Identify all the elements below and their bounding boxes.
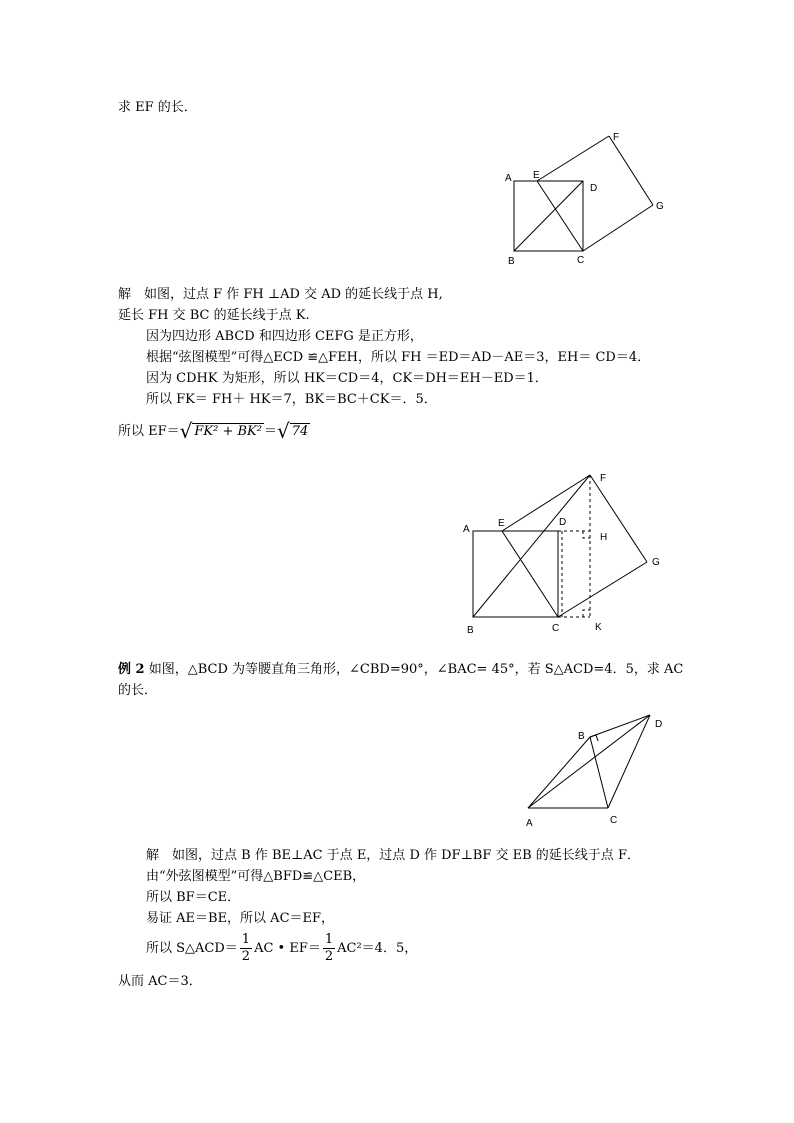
sol2-line-6: 从而 AC＝3． [118,974,202,989]
sqrt-symbol-2: √ [277,419,290,443]
fig2-label-G: G [652,557,660,568]
sol1-line-6: 所以 FK＝ FH＋ HK＝7，BK＝BC＋CK＝．5． [146,392,437,407]
figure-2 [455,465,670,640]
example-2-text-1: 如图，△BCD 为等腰直角三角形，∠CBD=90°，∠BAC= 45°，若 S△ACD=4．5，求 AC [148,662,684,677]
sol2-line-3: 所以 BF＝CE． [146,890,241,905]
figure-3 [520,705,670,830]
fraction-half-2: $\frac{1}{2}$ [324,932,334,964]
fig2-label-B: B [467,625,474,636]
fraction-half-1: $\frac{1}{2}$ [241,932,251,964]
fig2-label-K: K [595,622,602,633]
fig3-label-A: A [526,818,533,829]
fig1-label-C: C [577,255,585,266]
fig3-label-D: D [655,719,663,730]
sol1-line-2: 延长 FH 交 BC 的延长线于点 K. [118,308,310,323]
sol2-line-5-c: AC²＝4．5， [337,941,418,956]
fig1-label-E: E [533,170,540,181]
fig1-label-D: D [590,183,598,194]
sol1-eq: ＝ [263,424,277,439]
sol2-line-5-b: AC • EF＝ [254,941,321,956]
fig3-label-C: C [610,815,618,826]
example-2-title: 例 2 [118,662,145,677]
fig2-label-D: D [559,517,567,528]
sol1-radicand: FK² + BK² [194,424,262,439]
sol1-line-1: 解 如图，过点 F 作 FH ⊥AD 交 AD 的延长线于点 H, [118,287,443,302]
sqrt-symbol: √ [179,419,193,443]
fig2-label-F: F [600,473,607,484]
fig2-label-A: A [463,524,470,535]
fig2-label-C: C [552,623,560,634]
fig1-label-B: B [508,256,515,267]
sol2-line-5-a: 所以 S△ACD＝ [146,941,238,956]
question-1-text: 求 EF 的长． [118,100,197,115]
fig3-label-B: B [578,731,585,742]
sol2-line-5 [146,932,417,966]
fig1-label-F: F [613,132,620,143]
figure-1 [500,128,675,268]
sol2-line-4: 易证 AE＝BE，所以 AC＝EF， [146,911,335,926]
fig1-label-A: A [505,173,512,184]
sol1-line-7 [118,421,310,442]
sol2-line-1: 解 如图，过点 B 作 BE⊥AC 于点 E，过点 D 作 DF⊥BF 交 EB 的延长线于点 F． [146,848,640,863]
fig1-label-G: G [656,201,664,212]
fig2-label-E: E [498,518,505,529]
example-2-line-1 [118,660,683,680]
sol2-line-2: 由“外弦图模型”可得△BFD≌△CEB， [146,869,366,884]
example-2-line-2: 的长． [118,683,158,698]
sol1-line-7-prefix: 所以 EF＝ [118,424,180,439]
sol1-line-4: 根据“弦图模型”可得△ECD ≌△FEH，所以 FH ＝ED＝AD－AE＝3，EH＝ CD＝4． [146,350,651,365]
sol1-result: 74 [291,424,309,439]
sol1-line-3: 因为四边形 ABCD 和四边形 CEFG 是正方形， [146,329,423,344]
fig2-label-H: H [600,532,608,543]
sol1-line-5: 因为 CDHK 为矩形，所以 HK＝CD＝4，CK＝DH＝EH－ED＝1． [146,371,548,386]
